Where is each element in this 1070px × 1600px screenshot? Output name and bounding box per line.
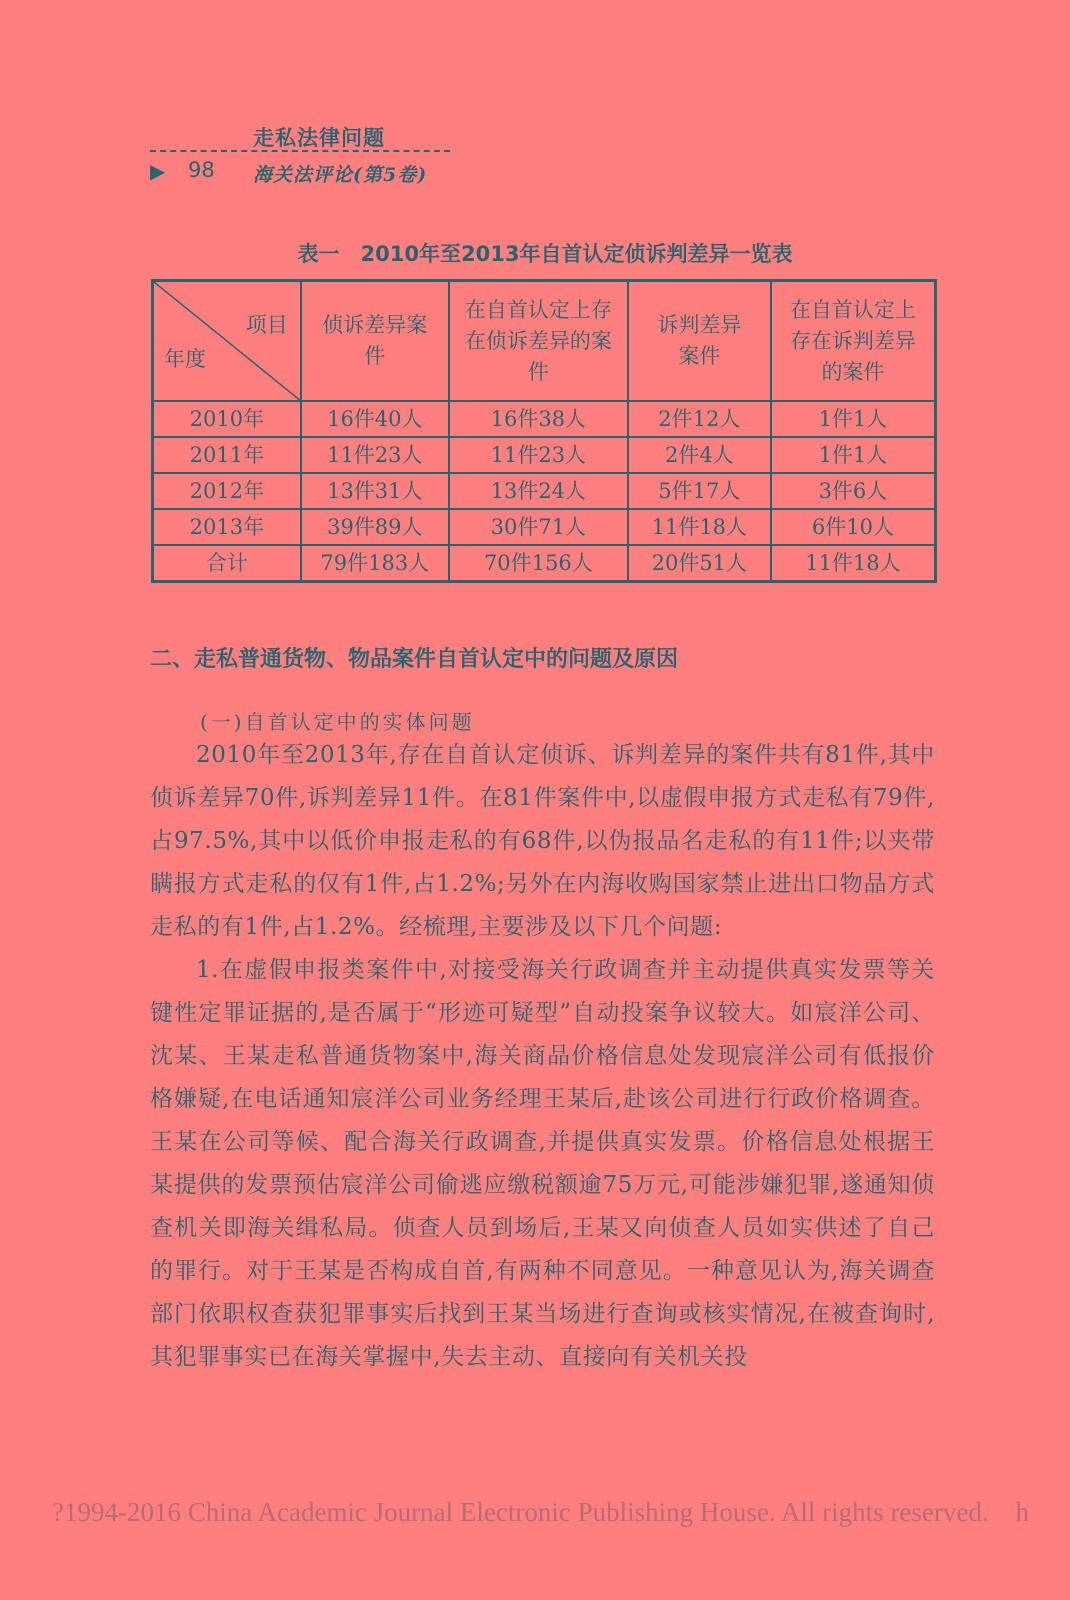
paragraph: 2010年至2013年,存在自首认定侦诉、诉判差异的案件共有81件,其中侦诉差异70件,诉判差异11件。在81件案件中,以虚假申报方式走私有79件,占97.5%,其中以低价申报走私的有68件,以伪报品名走私的有11件;以夹带瞒报方式走私的仅有1件,占1.2%;另外在内海收购国家禁止进出口物品方式走私的有1件,占1.2%。经梳理,主要涉及以下几个问题: (150, 742, 935, 940)
table-cell-year: 2013年 (153, 509, 301, 545)
page-number: 98 (188, 158, 215, 182)
table-cell: 2件4人 (628, 437, 771, 473)
data-table (151, 279, 937, 583)
table-cell-total-label: 合计 (153, 545, 301, 582)
column-header: 侦诉差异案件 (301, 281, 449, 402)
table-row (153, 401, 936, 437)
table-corner-cell (153, 281, 301, 402)
table-title: 表一 2010年至2013年自首认定侦诉判差异一览表 (297, 242, 793, 266)
running-header-section: 走私法律问题 (253, 126, 385, 150)
table-cell: 2件12人 (628, 401, 771, 437)
column-header: 诉判差异案件 (628, 281, 771, 402)
table-cell: 79件183人 (301, 545, 449, 582)
column-header: 在自首认定上存在侦诉差异的案件 (449, 281, 628, 402)
body-text (150, 734, 935, 1379)
subheading: (一)自首认定中的实体问题 (200, 710, 475, 734)
table-cell-year: 2012年 (153, 473, 301, 509)
corner-diagonal (154, 282, 300, 400)
table-total-row (153, 545, 936, 582)
table-cell: 39件89人 (301, 509, 449, 545)
table-cell: 1件1人 (771, 401, 936, 437)
table-cell: 70件156人 (449, 545, 628, 582)
paragraph: 1.在虚假申报类案件中,对接受海关行政调查并主动提供真实发票等关键性定罪证据的,是否属于“形迹可疑型”自动投案争议较大。如宸洋公司、沈某、王某走私普通货物案中,海关商品价格信息处发现宸洋公司有低报价格嫌疑,在电话通知宸洋公司业务经理王某后,赴该公司进行行政价格调查。王某在公司等候、配合海关行政调查,并提供真实发票。价格信息处根据王某提供的发票预估宸洋公司偷逃应缴税额逾75万元,可能涉嫌犯罪,遂通知侦查机关即海关缉私局。侦查人员到场后,王某又向侦查人员如实供述了自己的罪行。对于王某是否构成自首,有两种不同意见。一种意见认为,海关调查部门依职权查获犯罪事实后找到王某当场进行查询或核实情况,在被查询时,其犯罪事实已在海关掌握中,失去主动、直接向有关机关投 (150, 957, 935, 1370)
section-heading: 二、走私普通货物、物品案件自首认定中的问题及原因 (150, 647, 679, 672)
table-cell: 16件40人 (301, 401, 449, 437)
header-divider (150, 150, 450, 152)
table-cell: 5件17人 (628, 473, 771, 509)
table-cell: 3件6人 (771, 473, 936, 509)
corner-label-item: 项目 (245, 313, 288, 337)
table-row (153, 473, 936, 509)
table-cell: 20件51人 (628, 545, 771, 582)
table-cell: 16件38人 (449, 401, 628, 437)
table-cell: 11件18人 (628, 509, 771, 545)
table-cell-year: 2011年 (153, 437, 301, 473)
table-cell: 13件31人 (301, 473, 449, 509)
table-cell: 30件71人 (449, 509, 628, 545)
table-header-row (153, 281, 936, 402)
journal-title: 海关法评论(第5卷) (253, 164, 428, 186)
table-cell: 13件24人 (449, 473, 628, 509)
table-cell: 6件10人 (771, 509, 936, 545)
table-cell-year: 2010年 (153, 401, 301, 437)
table-cell: 11件18人 (771, 545, 936, 582)
column-header: 在自首认定上存在诉判差异的案件 (771, 281, 936, 402)
page-arrow-icon: ▶ (150, 159, 166, 183)
table-row (153, 437, 936, 473)
copyright-footer: ?1994-2016 China Academic Journal Electronic Publishing House. All rights reserved. h (52, 1497, 1030, 1527)
table-cell: 11件23人 (449, 437, 628, 473)
table-cell: 11件23人 (301, 437, 449, 473)
table-row (153, 509, 936, 545)
table-cell: 1件1人 (771, 437, 936, 473)
corner-label-year: 年度 (164, 347, 206, 371)
